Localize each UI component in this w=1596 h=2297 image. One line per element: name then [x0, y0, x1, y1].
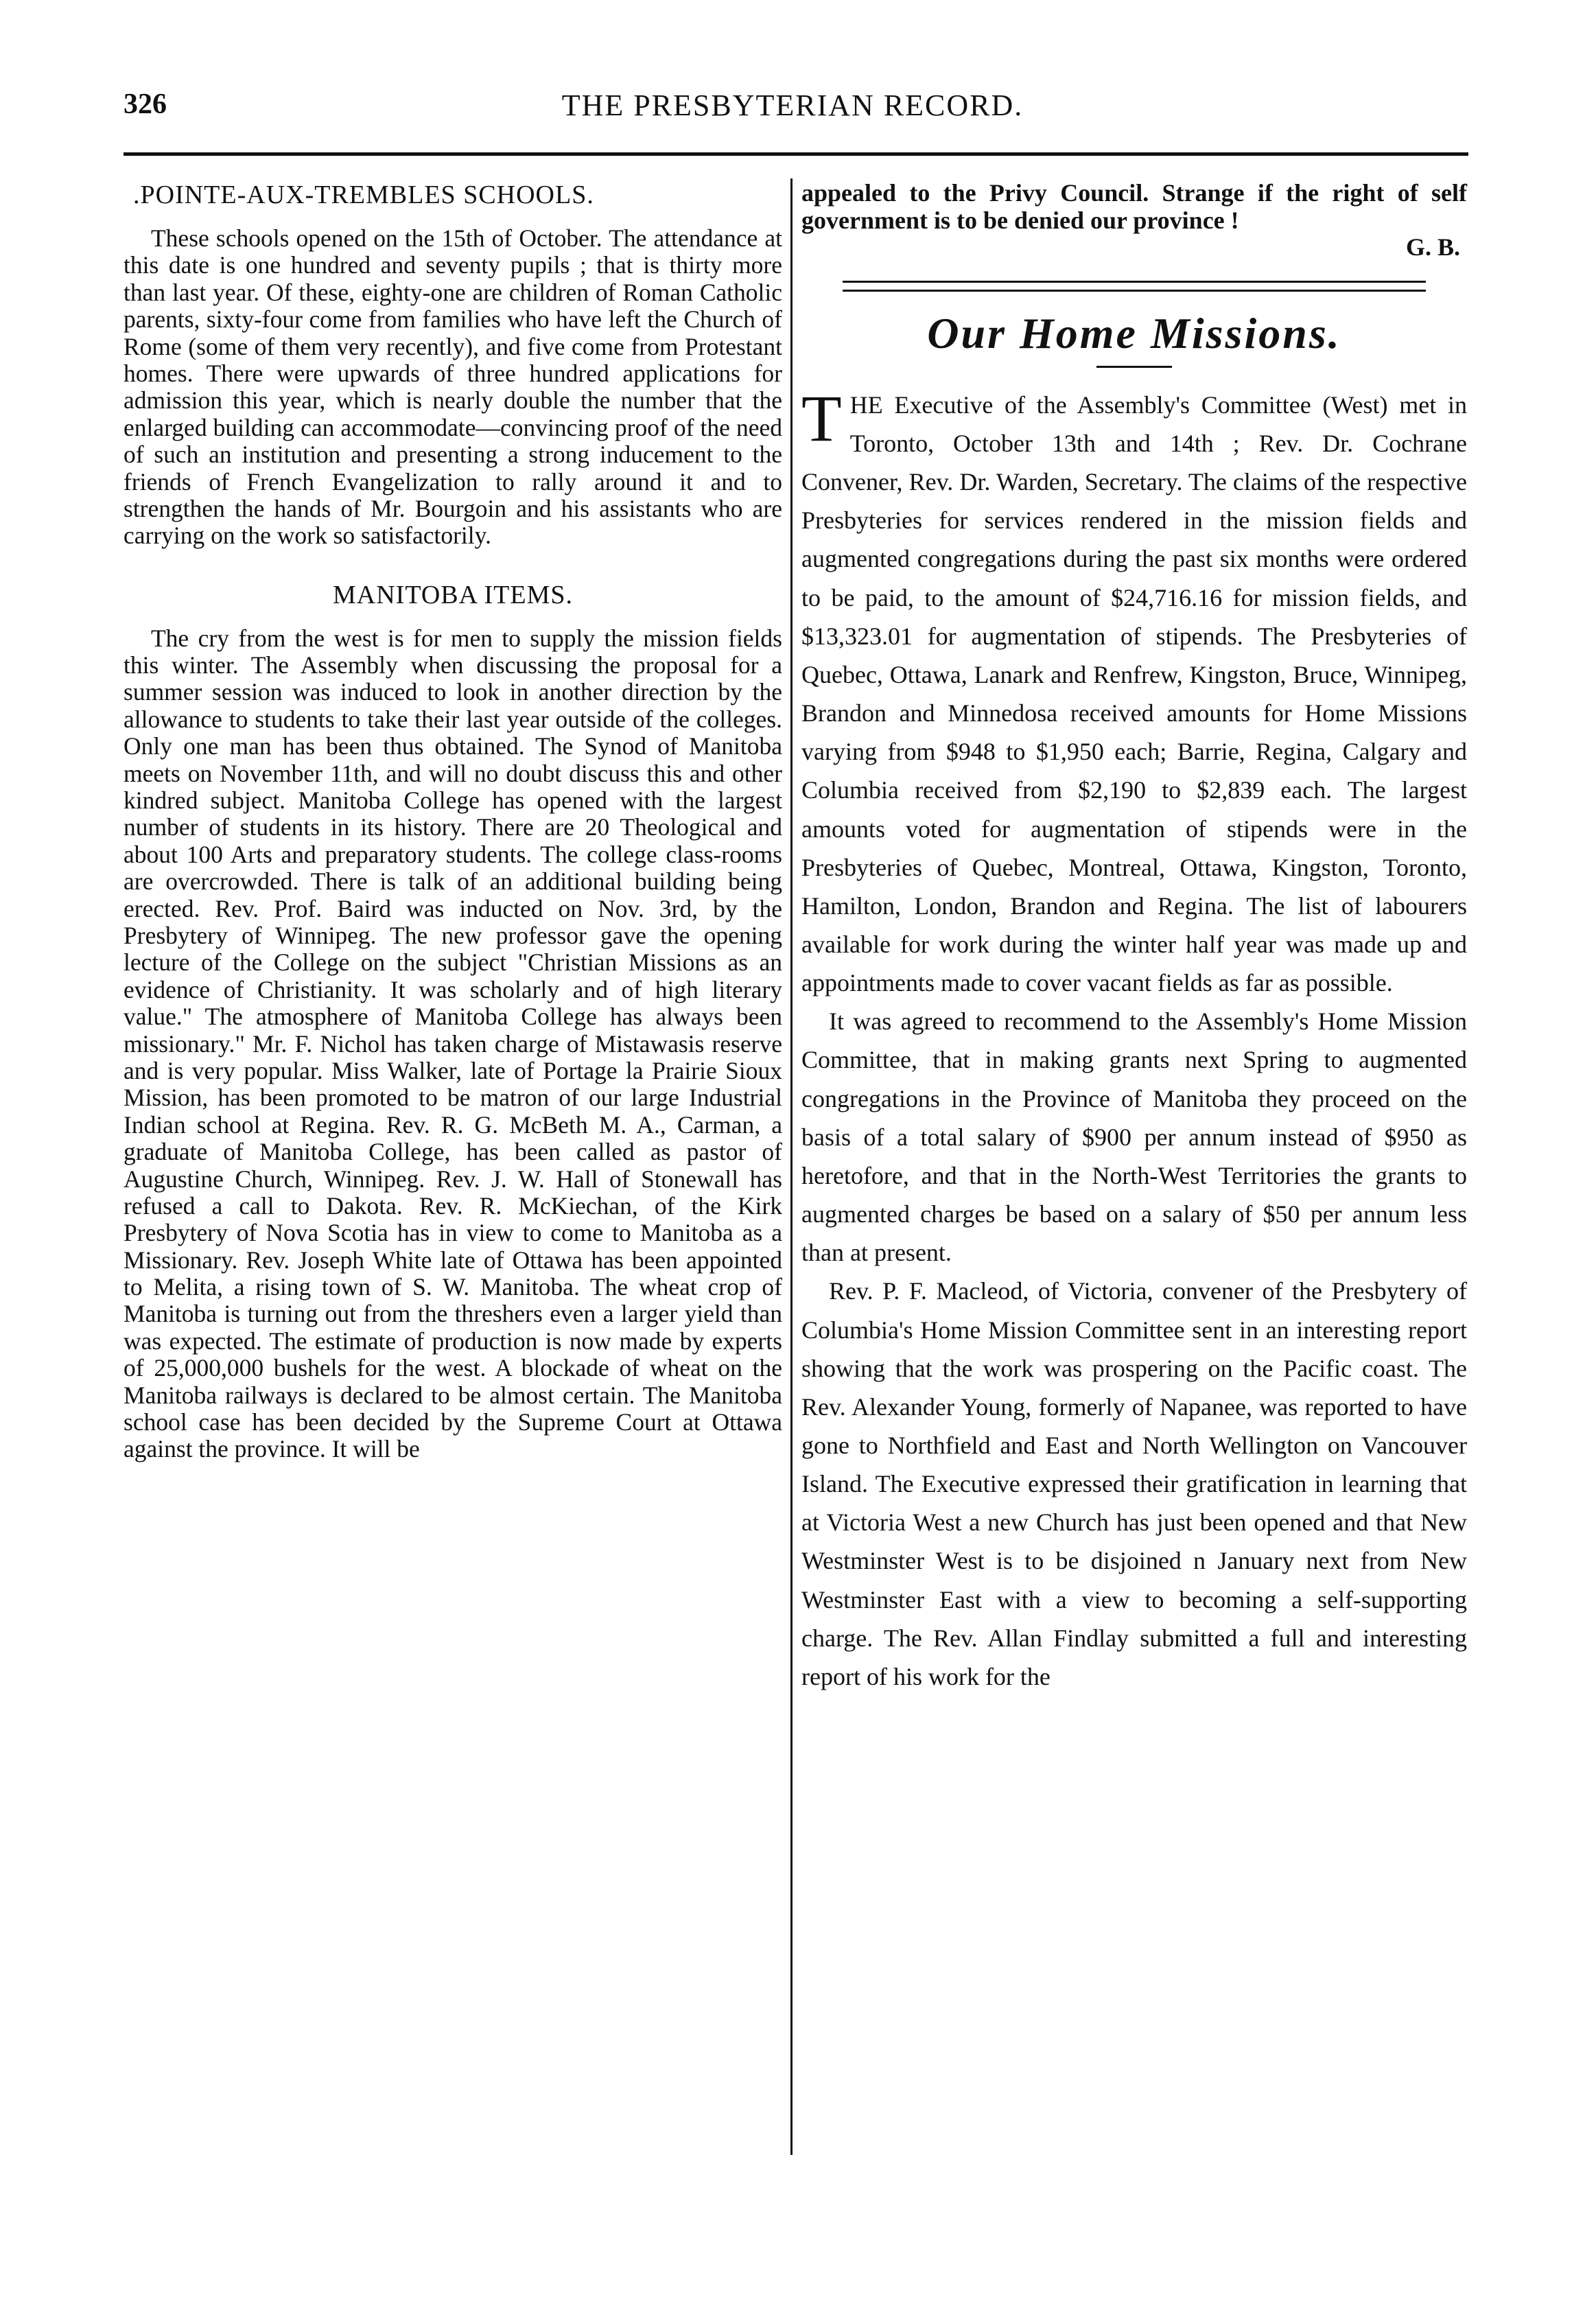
article-paragraph-home-missions-3: Rev. P. F. Macleod, of Victoria, convener of the Presbytery of Columbia's Home Mission Committee sent in an interesting report showing that the work was prospering on the Pacific coast. The Rev. Alexander Young, formerly of Napanee, was reported to have gone to Northfield and East and North Wellington on Vancouver Island. The Executive expressed their gratification in learning that at Victoria West a new Church has just been opened and that New Westminster West is to be disjoined n January next from New Westminster East with a view to becoming a self-supporting charge. The Rev. Allan Findlay submitted a full and interesting report of his work for the [801, 1277, 1467, 1690]
left-column [124, 180, 782, 1463]
section-heading-home-missions: Our Home Missions. [927, 308, 1341, 358]
section-heading-manitoba-items: MANITOBA ITEMS. [333, 580, 573, 609]
article-paragraph-home-missions-1 [801, 381, 1467, 1003]
paragraph-text: HE Executive of the Assembly's Committee (West) met in Toronto, October 13th and 14th ; Rev. Dr. Cochrane Convener, Rev. Dr. Warden, Secretary. The claims of the respective Presbyteries for services rendered in the mission fields and augmented congregations during the past six months were ordered to be paid, to the amount of $24,716.16 for mission fields, and $13,323.01 for augmentation of stipends. The Presbyteries of Quebec, Ottawa, Lanark and Renfrew, Kingston, Bruce, Winnipeg, Brandon and Minnedosa received amounts for Home Missions varying from $948 to $1,950 each; Barrie, Regina, Calgary and Columbia received from $2,190 to $2,839 each. The largest amounts voted for augmentation of stipends were in the Presbyteries of Quebec, Montreal, Ottawa, Kingston, Toronto, Hamilton, London, Brandon and Regina. The list of labourers available for work during the winter half year was made up and appointments made to cover vacant fields as far as possible. [801, 390, 1467, 997]
page-number: 326 [124, 89, 167, 120]
drop-cap: T [801, 381, 842, 455]
section-heading-pointe-aux-trembles: .POINTE-AUX-TREMBLES SCHOOLS. [133, 180, 594, 209]
running-title: THE PRESBYTERIAN RECORD. [561, 89, 1024, 122]
right-column [801, 180, 1467, 1696]
article-paragraph-pointe-aux-trembles: These schools opened on the 15th of October. The attendance at this date is one hundred and seventy pupils ; that is thirty more than last year. Of these, eighty-one are children of Roman Catholic parents, sixty-four come from families who have left the Church of Rome (some of them very recently), and five come from Protestant homes. There were upwards of three hundred applications for admission this year, which is nearly double the number that the enlarged building can accommodate—convincing proof of the need of such an institution and presenting a strong inducement to the friends of French Evangelization to rally around it and to strengthen the hands of Mr. Bourgoin and his assistants who are carrying on the work so satisfactorily. [124, 224, 782, 550]
heading-underline [1096, 366, 1172, 368]
header-rule [124, 152, 1468, 156]
author-signature: G. B. [1405, 233, 1460, 261]
page-header [124, 88, 1462, 136]
article-paragraph-manitoba-items: The cry from the west is for men to supply the mission fields this winter. The Assembly when discussing the proposal for a summer session was induced to look in another direction by the allowance to students to take their last year outside of the colleges. Only one man has been thus obtained. The Synod of Manitoba meets on November 11th, and will no doubt discuss this and other kindred subject. Manitoba College has opened with the largest number of students in its history. There are 20 Theological and about 100 Arts and preparatory students. The college class-rooms are overcrowded. There is talk of an additional building being erected. Rev. Prof. Baird was inducted on Nov. 3rd, by the Presbytery of Winnipeg. The new professor gave the opening lecture of the College on the subject "Christian Missions as an evidence of Christianity. It was scholarly and of high literary value." The atmosphere of Manitoba College has always been missionary." Mr. F. Nichol has taken charge of Mistawasis reserve and is very popular. Miss Walker, late of Portage la Prairie Sioux Mission, has been promoted to be matron of our large Industrial Indian school at Regina. Rev. R. G. McBeth M. A., Carman, a graduate of Manitoba College, has been called as pastor of Augustine Church, Winnipeg. Rev. J. W. Hall of Stonewall has refused a call to Dakota. Rev. R. McKiechan, of the Kirk Presbytery of Nova Scotia has in view to come to Manitoba as a Missionary. Rev. Joseph White late of Ottawa has been appointed to Melita, a rising town of S. W. Manitoba. The wheat crop of Manitoba is turning out from the threshers even a larger yield than was expected. The estimate of production is now made by experts of 25,000,000 bushels for the west. A blockade of wheat on the Manitoba railways is declared to be almost certain. The Manitoba school case has been decided by the Supreme Court at Ottawa against the province. It will be [124, 624, 782, 1463]
article-paragraph-home-missions-2: It was agreed to recommend to the Assembly's Home Mission Committee, that in making grants next Spring to augmented congregations in the Province of Manitoba they proceed on the basis of a total salary of $900 per annum instead of $950 as heretofore, and that in the North-West Territories the grants to augmented charges be based on a salary of $50 per annum less than at present. [801, 1007, 1467, 1267]
column-divider [790, 178, 793, 2155]
continuation-paragraph: appealed to the Privy Council. Strange if the right of self government is to be denied our province ! [801, 179, 1467, 234]
section-spacer [124, 550, 782, 573]
double-rule-divider [843, 281, 1426, 292]
